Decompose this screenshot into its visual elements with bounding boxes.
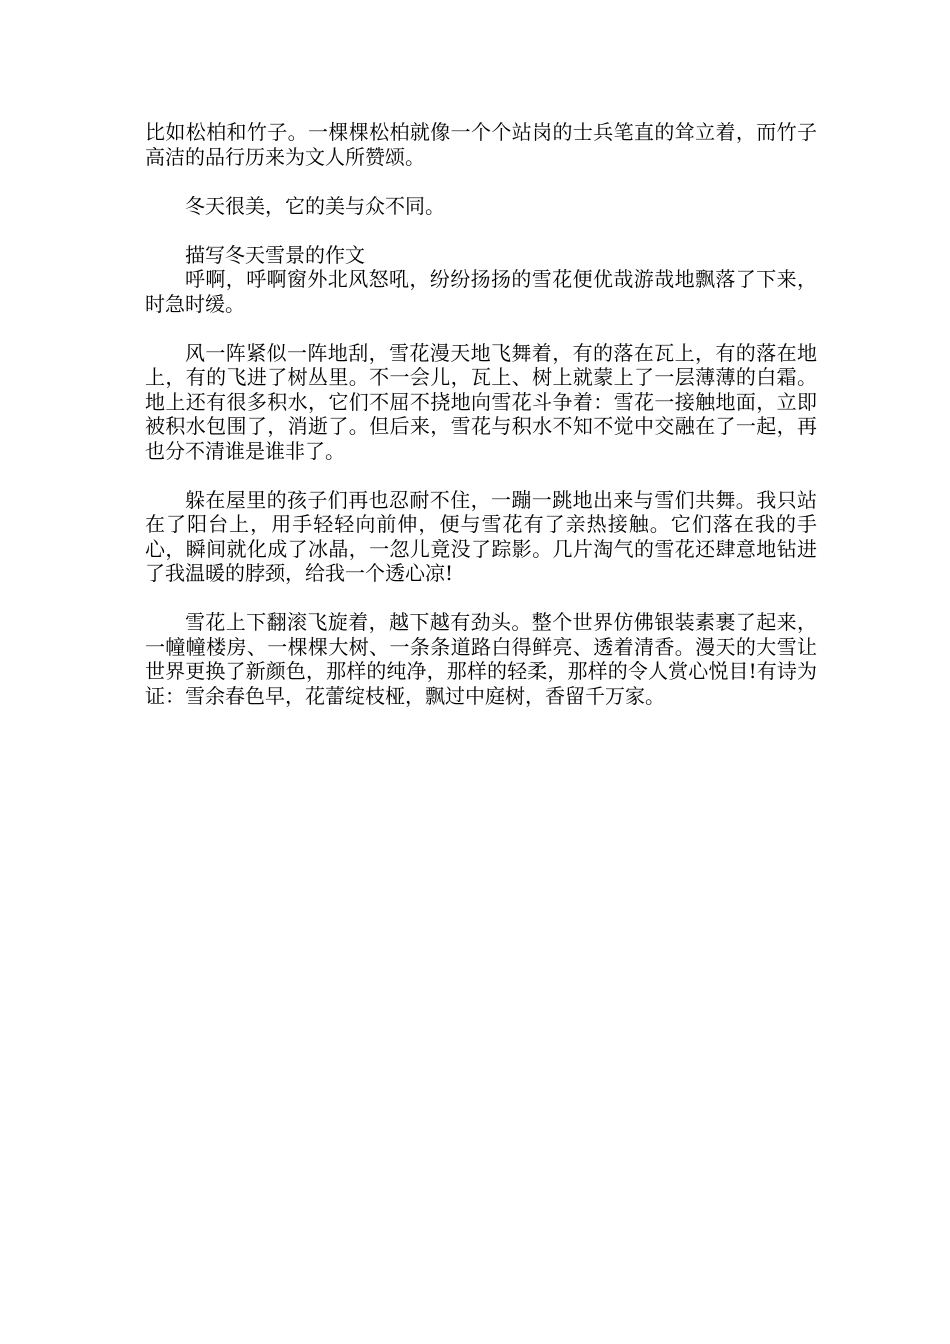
paragraph-continuation: 比如松柏和竹子。一棵棵松柏就像一个个站岗的士兵笔直的耸立着，而竹子高洁的品行历来为文人所赞颂。 <box>145 120 817 169</box>
paragraph-north-wind: 呼啊，呼啊窗外北风怒吼，纷纷扬扬的雪花便优哉游哉地飘落了下来，时急时缓。 <box>145 267 817 316</box>
paragraph-snow-world: 雪花上下翻滚飞旋着，越下越有劲头。整个世界仿佛银装素裹了起来，一幢幢楼房、一棵棵大树、一条条道路白得鲜亮、透着清香。漫天的大雪让世界更换了新颜色，那样的纯净，那样的轻柔，那样的令人赏心悦目!有诗为证：雪余春色早，花蕾绽枝桠，飘过中庭树，香留千万家。 <box>145 610 817 708</box>
essay-title: 描写冬天雪景的作文 <box>185 242 365 267</box>
paragraph-winter-beauty: 冬天很美，它的美与众不同。 <box>185 193 445 218</box>
paragraph-children: 躲在屋里的孩子们再也忍耐不住，一蹦一跳地出来与雪们共舞。我只站在了阳台上，用手轻轻向前伸，便与雪花有了亲热接触。它们落在我的手心，瞬间就化成了冰晶，一忽儿竟没了踪影。几片淘气的雪花还肆意地钻进了我温暖的脖颈，给我一个透心凉! <box>145 487 817 585</box>
document-body <box>145 120 817 708</box>
paragraph-wind-snow: 风一阵紧似一阵地刮，雪花漫天地飞舞着，有的落在瓦上，有的落在地上，有的飞进了树丛里。不一会儿，瓦上、树上就蒙上了一层薄薄的白霜。地上还有很多积水，它们不屈不挠地向雪花斗争着：雪花一接触地面，立即被积水包围了，消逝了。但后来，雪花与积水不知不觉中交融在了一起，再也分不清谁是谁非了。 <box>145 340 817 463</box>
